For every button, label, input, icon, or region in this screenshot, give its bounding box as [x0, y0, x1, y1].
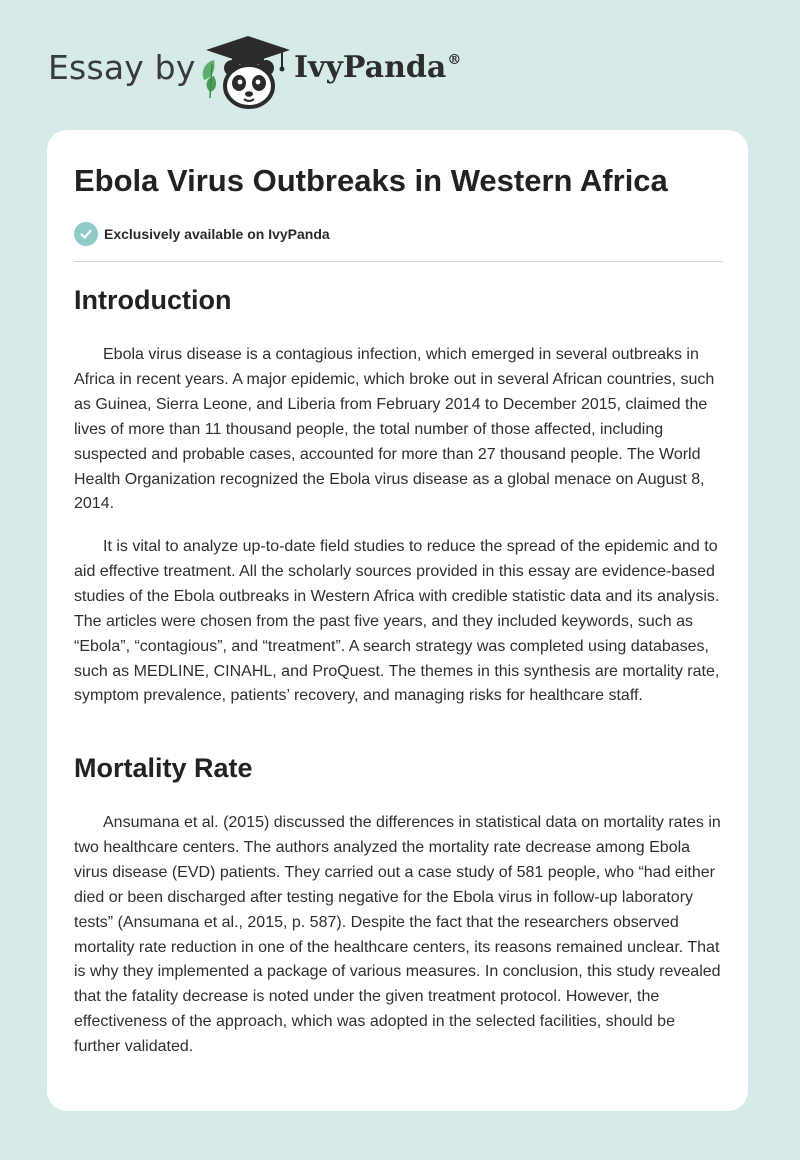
paragraph: Ansumana et al. (2015) discussed the differences in statistical data on mortality rates in two healthcare centers. The authors analyzed the mortality rate decrease among Ebola virus disease (EVD) patients. They carried out a case study of 581 people, who “had either died or been discharged after testing negative for the Ebola virus in follow-up laboratory tests” (Ansumana et al., 2015, p. 587). Despite the fact that the researchers observed mortality rate reduction in one of the healthcare centers, its reasons remained unclear. That is why they implemented a package of various measures. In conclusion, this study revealed that the fatality decrease is noted under the given treatment protocol. However, the effectiveness of the approach, which was adopted in the selected facilities, should be further validated. — [74, 814, 721, 1056]
registered-mark: ® — [447, 52, 462, 68]
section-heading-mortality-rate: Mortality Rate — [74, 753, 253, 783]
title-divider — [74, 261, 723, 262]
exclusive-badge — [74, 222, 330, 246]
brand-logo-text[interactable]: IvyPanda® — [294, 50, 462, 85]
paragraph: Ebola virus disease is a contagious infection, which emerged in several outbreaks in Africa in recent years. A major epidemic, which broke out in several African countries, such as Guinea, Sierra Leone, and Liberia from February 2014 to December 2015, claimed the lives of more than 11 thousand people, the total number of those affected, including suspected and probable cases, accounted for more than 27 thousand people. The World Health Organization recognized the Ebola virus disease as a global menace on August 8, 2014. — [74, 346, 715, 513]
site-header — [0, 0, 800, 130]
check-icon — [74, 222, 98, 246]
page-title: Ebola Virus Outbreaks in Western Africa — [74, 163, 668, 198]
exclusive-badge-label: Exclusively available on IvyPanda — [104, 226, 330, 242]
panda-mascot-icon — [198, 34, 296, 110]
section-heading-introduction: Introduction — [74, 285, 232, 315]
essay-card — [47, 130, 748, 1111]
essay-by-label: Essay by — [48, 48, 196, 87]
paragraph: It is vital to analyze up-to-date field studies to reduce the spread of the epidemic and to aid effective treatment. All the scholarly sources provided in this essay are evidence-based studies of the Ebola outbreaks in Western Africa with credible statistic data and its analysis. The articles were chosen from the past five years, and they included keywords, such as “Ebola”, “contagious”, and “treatment”. A search strategy was completed using databases, such as MEDLINE, CINAHL, and ProQuest. The themes in this synthesis are mortality rate, symptom prevalence, patients’ recovery, and managing risks for healthcare staff. — [74, 538, 720, 705]
